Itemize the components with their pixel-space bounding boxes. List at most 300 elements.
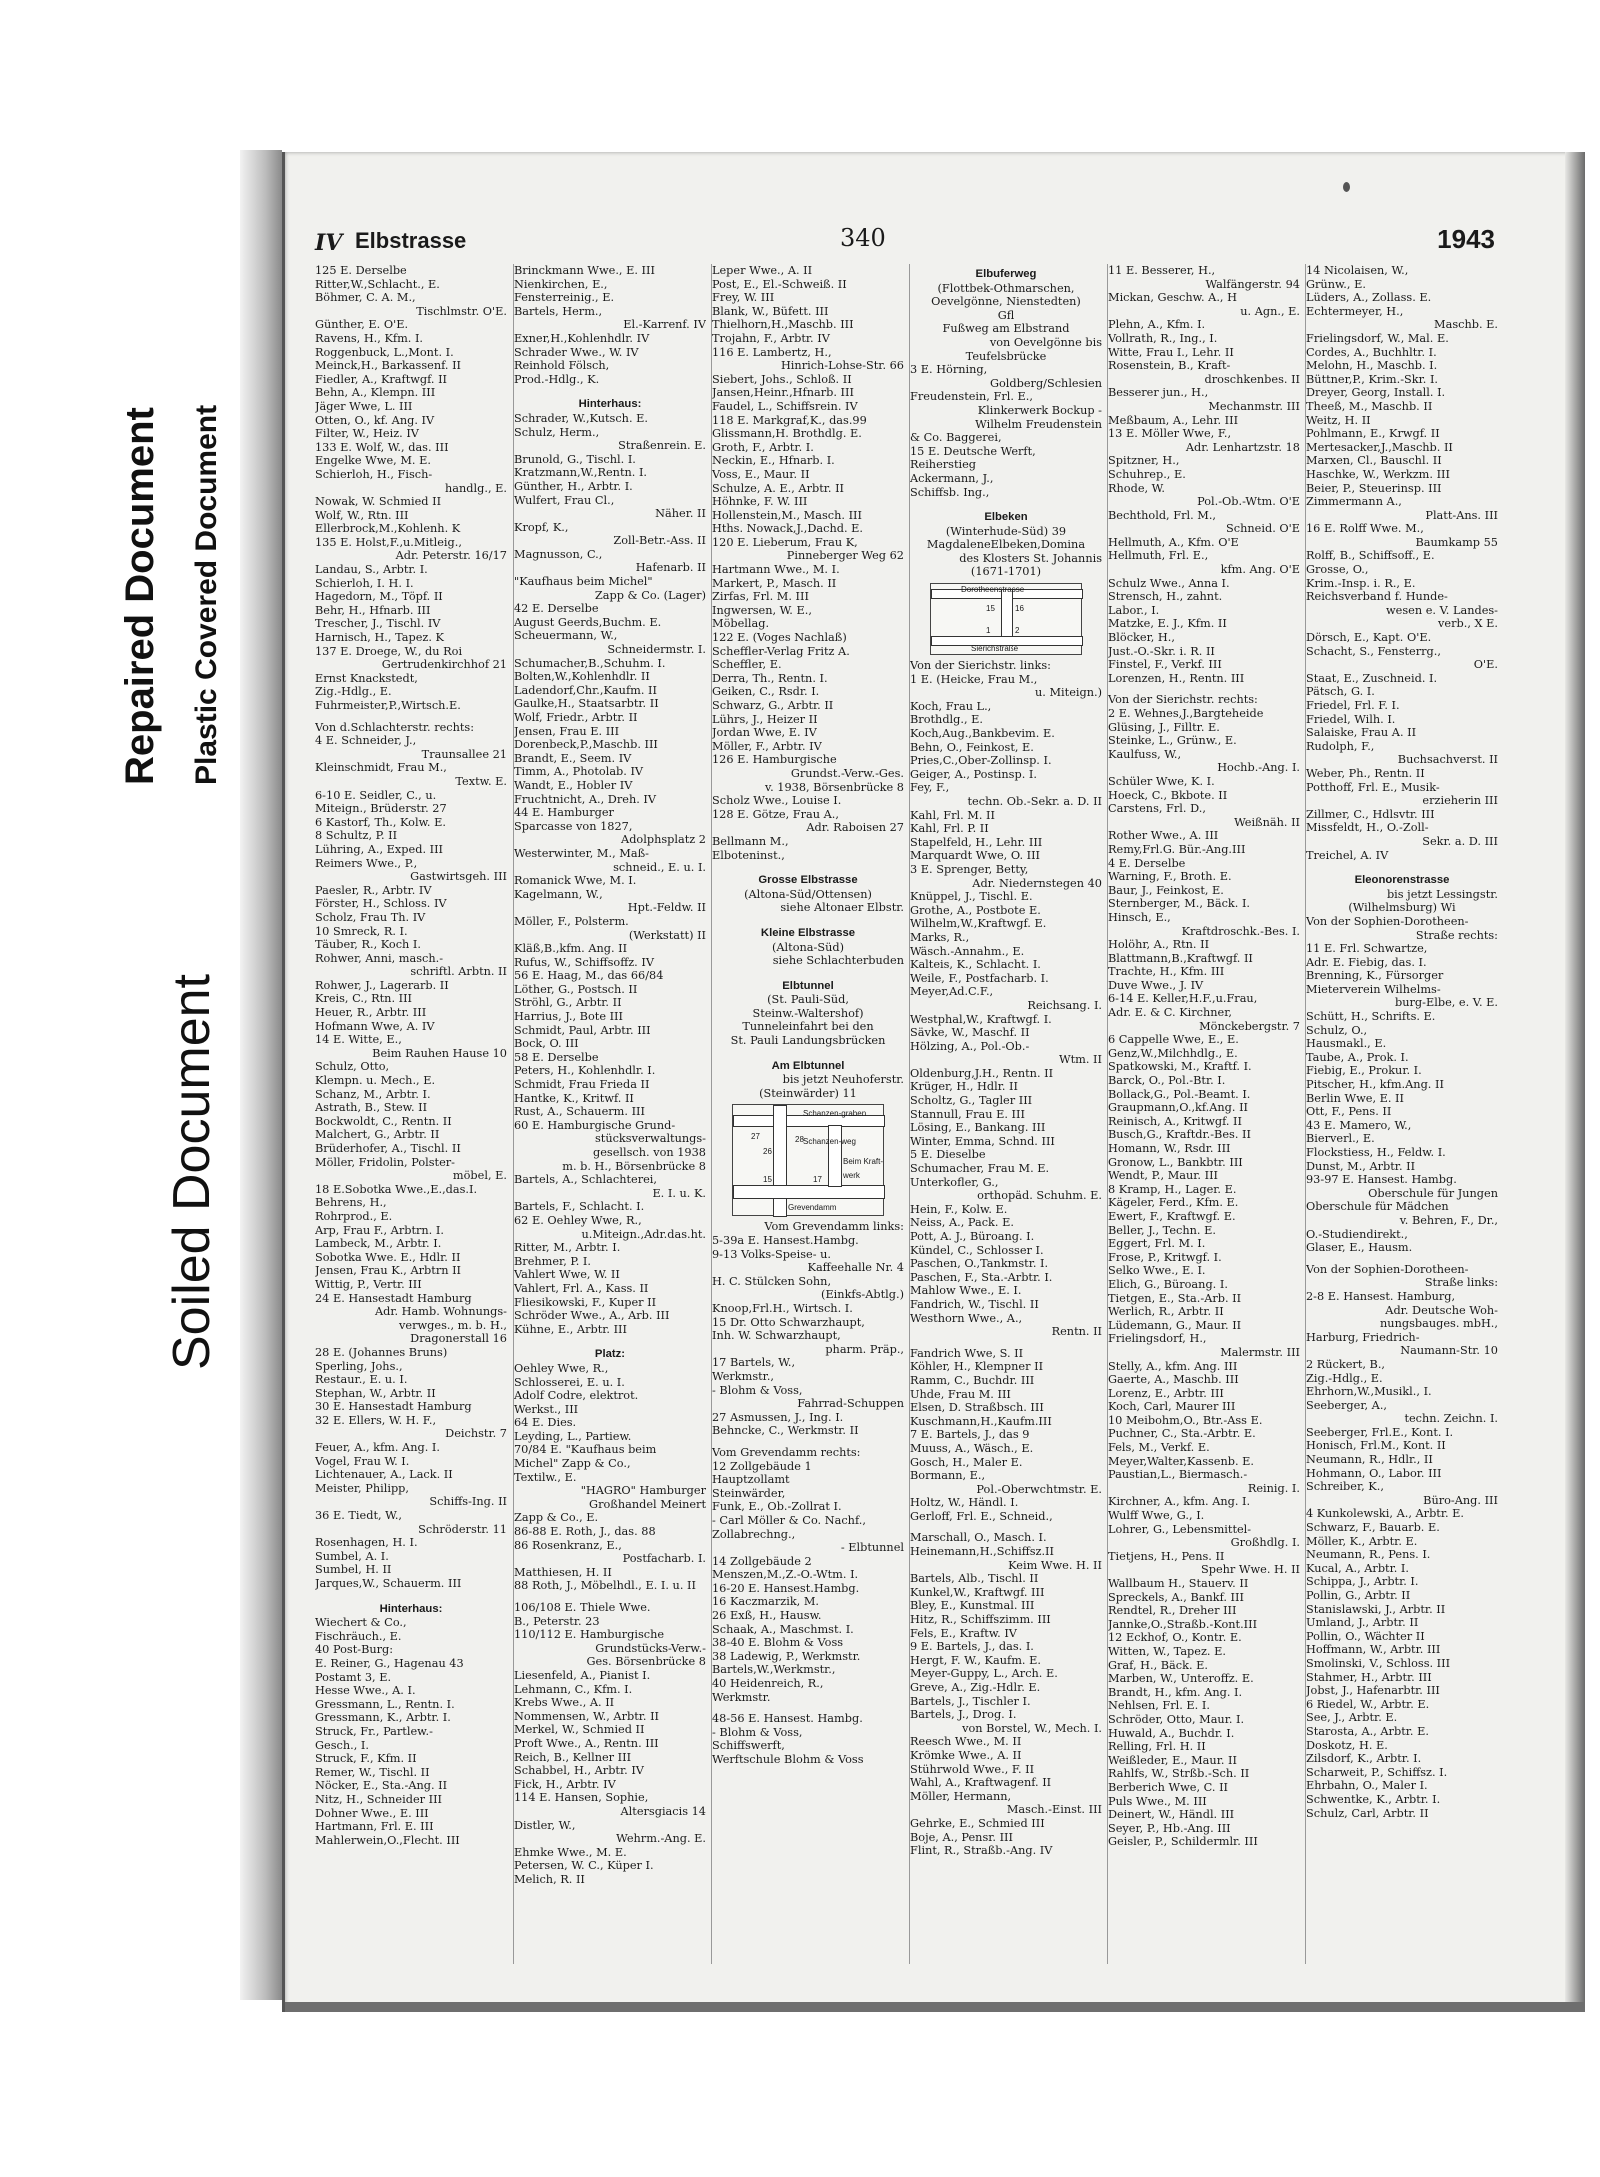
directory-entry: Roggenbuck, L.,Mont. I. bbox=[315, 345, 454, 359]
directory-entry: Reinig. I. bbox=[1247, 1481, 1300, 1495]
directory-entry: Bartels,W.,Werkmstr., bbox=[712, 1663, 836, 1677]
directory-entry: 60 E. Hamburgische Grund- bbox=[514, 1118, 676, 1132]
directory-entry: Puls Wwe., M. III bbox=[1108, 1794, 1207, 1808]
directory-entry: Zoll-Betr.-Ass. II bbox=[613, 534, 706, 548]
directory-entry: Fiedler, A., Kraftwgf. II bbox=[315, 372, 448, 386]
directory-entry: Relling, Frl. H. II bbox=[1108, 1740, 1206, 1754]
directory-entry: Möller, F., Arbtr. IV bbox=[712, 739, 822, 753]
directory-entry: Schreiber, K., bbox=[1306, 1480, 1384, 1494]
directory-entry: "HAGRO" Hamburger bbox=[580, 1484, 706, 1498]
directory-entry: Geiken, C., Rsdr. I. bbox=[712, 685, 820, 699]
directory-entry: Glüsing, J., Filltr. E. bbox=[1108, 720, 1220, 734]
directory-entry: 27 Asmussen, J., Ing. I. bbox=[712, 1410, 844, 1424]
directory-entry: Deinert, W., Händl. III bbox=[1108, 1808, 1235, 1822]
directory-entry: Eggert, Frl. M. I. bbox=[1108, 1237, 1206, 1251]
directory-entry: Nöcker, E., Sta.-Ang. II bbox=[315, 1779, 448, 1793]
directory-entry: Böhmer, C. A. M., bbox=[315, 291, 416, 305]
directory-entry: Frey, W. III bbox=[712, 291, 775, 305]
directory-entry: Dragonerstall 16 bbox=[410, 1332, 507, 1346]
directory-entry: Hellmuth, Frl. E., bbox=[1108, 549, 1209, 563]
directory-entry: Zig.-Hdlg., E. bbox=[315, 685, 392, 699]
directory-entry: 6 Cappelle Wwe, E., E. bbox=[1108, 1033, 1239, 1047]
directory-entry: Straße rechts: bbox=[1415, 928, 1498, 942]
directory-entry: Sobotka Wwe. E., Hdlr. II bbox=[315, 1250, 461, 1264]
directory-entry: Rust, A., Schauerm. III bbox=[514, 1105, 645, 1119]
directory-entry: Harburg, Friedrich- bbox=[1306, 1330, 1420, 1344]
directory-entry: Hartmann Wwe., M. I. bbox=[712, 563, 840, 577]
directory-entry: 32 E. Ellers, W. H. F., bbox=[315, 1413, 437, 1427]
directory-entry: Greve, A., Zig.-Hdlr. E. bbox=[910, 1681, 1041, 1694]
map-label: Schanzen-graben bbox=[803, 1109, 867, 1119]
directory-entry: Postamt 3, E. bbox=[315, 1670, 392, 1684]
directory-entry: El.-Karrenf. IV bbox=[623, 318, 706, 332]
directory-entry: Oberschule für Jungen bbox=[1368, 1186, 1498, 1200]
directory-entry: Kahl, Frl. P. II bbox=[910, 822, 989, 836]
directory-entry: Bley, E., Kunstmal. III bbox=[910, 1599, 1035, 1613]
directory-entry: Selko Wwe., E. I. bbox=[1108, 1264, 1206, 1278]
directory-entry: Hths. Nowack,J.,Dachd. E. bbox=[712, 522, 863, 536]
directory-entry: Ladendorf,Chr.,Kaufm. II bbox=[514, 683, 657, 697]
directory-entry: Adr. Niedernstegen 40 bbox=[972, 876, 1102, 890]
directory-entry: Kägeler, Ferd., Kfm. E. bbox=[1108, 1196, 1239, 1210]
directory-entry: Deichstr. 7 bbox=[445, 1427, 507, 1441]
directory-entry: 88 Roth, J., Möbelhdl., E. I. u. II bbox=[514, 1579, 696, 1593]
directory-entry: Kläß,B.,kfm. Ang. II bbox=[514, 942, 628, 956]
directory-entry: Landau, S., Arbtr. I. bbox=[315, 563, 428, 577]
year-label: 1943 bbox=[1437, 224, 1495, 254]
directory-entry: Liesenfeld, A., Pianist I. bbox=[514, 1668, 651, 1682]
directory-entry: Ramm, C., Buchdr. III bbox=[910, 1373, 1035, 1387]
directory-entry: Scheuermann, W., bbox=[514, 629, 618, 643]
directory-entry: Lorenzen, H., Rentn. III bbox=[1108, 671, 1245, 685]
directory-entry: Blöcker, H., bbox=[1108, 631, 1175, 645]
directory-entry: Adr. Raboisen 27 bbox=[806, 821, 904, 835]
directory-entry: Knoop,Frl.H., Wirtsch. I. bbox=[712, 1302, 853, 1315]
directory-entry: Bollack,G., Pol.-Beamt. I. bbox=[1108, 1087, 1251, 1101]
directory-entry: Naumann-Str. 10 bbox=[1400, 1344, 1498, 1358]
directory-entry: Fey, F., bbox=[910, 781, 950, 795]
directory-entry: Astrath, B., Stew. II bbox=[315, 1101, 428, 1115]
directory-entry: v. 1938, Börsenbrücke 8 bbox=[765, 780, 904, 794]
directory-entry: Remy,Frl.G. Bür.-Ang.III bbox=[1108, 842, 1246, 856]
directory-entry: Puchner, C., Sta.-Arbtr. E. bbox=[1108, 1427, 1256, 1441]
directory-entry: B., Peterstr. 23 bbox=[514, 1614, 600, 1628]
directory-entry: Frielingsdorf, W., Mal. E. bbox=[1306, 331, 1449, 345]
directory-entry: Paschen, F., Sta.-Arbtr. I. bbox=[910, 1270, 1053, 1284]
directory-entry: Schrader, W.,Kutsch. E. bbox=[514, 411, 648, 425]
directory-entry: Sekr. a. D. III bbox=[1422, 834, 1498, 848]
directory-entry: Wendt, P., Maur. III bbox=[1108, 1169, 1218, 1183]
street-note: St. Pauli Landungsbrücken bbox=[730, 1034, 886, 1048]
directory-entry: 5 E. Dieselbe bbox=[910, 1148, 986, 1162]
directory-entry: Schanz, M., Arbtr. I. bbox=[315, 1087, 431, 1101]
directory-entry: Pohlmann, E., Krwgf. II bbox=[1306, 427, 1440, 441]
directory-entry: Harrius, J., Bote III bbox=[514, 1010, 623, 1024]
directory-entry: Wallbaum H., Stauerv. II bbox=[1108, 1577, 1249, 1590]
directory-entry: Bartels, J., Drog. I. bbox=[910, 1708, 1017, 1722]
directory-entry: Gosch, H., Maler E. bbox=[910, 1455, 1023, 1469]
directory-entry: Straßenrein. E. bbox=[618, 439, 706, 453]
directory-entry: u.Miteign.,Adr.das.ht. bbox=[581, 1227, 706, 1241]
directory-entry: Ingwersen, W. E., bbox=[712, 603, 812, 617]
directory-entry: Steinwärder, bbox=[712, 1486, 786, 1500]
repaired-document-stamp: Repaired Document bbox=[118, 407, 162, 785]
directory-entry: 120 E. Lieberum, Frau K, bbox=[712, 535, 858, 549]
directory-entry: Echtermeyer, H., bbox=[1306, 304, 1404, 318]
directory-entry: Von d.Schlachterstr. rechts: bbox=[315, 720, 475, 734]
entry-gap bbox=[712, 968, 904, 976]
directory-entry: Hoeck, C., Bkbote. II bbox=[1108, 788, 1228, 802]
directory-entry: Spreckels, A., Bankf. III bbox=[1108, 1590, 1244, 1604]
directory-entry: Lichtenauer, A., Lack. II bbox=[315, 1468, 453, 1482]
directory-entry: Freudenstein, Frl. E., bbox=[910, 390, 1033, 404]
directory-entry: Matthiesen, H. II bbox=[514, 1565, 612, 1579]
directory-entry: Kahl, Frl. M. II bbox=[910, 808, 995, 822]
directory-entry: Blattmann,B.,Kraftwgf. II bbox=[1108, 951, 1253, 965]
directory-entry: Meyer,Walter,Kassenb. E. bbox=[1108, 1454, 1255, 1468]
directory-entry: Malchert, G., Arbtr. II bbox=[315, 1128, 440, 1142]
directory-entry: Reesch Wwe., M. II bbox=[910, 1735, 1022, 1749]
directory-entry: Klinkerwerk Bockup - bbox=[977, 403, 1102, 417]
directory-entry: Geiger, A., Postinsp. I. bbox=[910, 767, 1037, 781]
directory-entry: Spehr Wwe. H. II bbox=[1200, 1563, 1300, 1577]
directory-entry: Hinsch, E., bbox=[1108, 910, 1171, 924]
directory-entry: Hollenstein,M., Masch. III bbox=[712, 508, 862, 522]
directory-entry: Vahlert Wwe, W. II bbox=[514, 1268, 620, 1282]
directory-entry: Theeß, M., Maschb. II bbox=[1306, 399, 1433, 413]
directory-entry: 137 E. Droege, W., du Roi bbox=[315, 644, 463, 658]
ink-spot bbox=[1343, 182, 1350, 192]
directory-entry: 14 E. Witte, E., bbox=[315, 1033, 402, 1047]
directory-entry: schriftl. Arbtn. II bbox=[410, 965, 507, 979]
directory-entry: Derra, Th., Rentn. I. bbox=[712, 671, 828, 685]
directory-entry: Schütt, H., Schrifts. E. bbox=[1306, 1010, 1436, 1024]
directory-entry: Meister, Philipp, bbox=[315, 1481, 409, 1495]
directory-entry: Mönckebergstr. 7 bbox=[1199, 1019, 1300, 1033]
map-label: 16 bbox=[1015, 604, 1024, 614]
directory-entry: Stahmer, H., Arbtr. III bbox=[1306, 1670, 1432, 1684]
directory-entry: Reinisch, A., Kritwgf. II bbox=[1108, 1114, 1242, 1128]
directory-entry: m. b. H., Börsenbrücke 8 bbox=[562, 1159, 706, 1173]
directory-entry: Proft Wwe., A., Rentn. III bbox=[514, 1736, 659, 1750]
directory-entry: Thielhorn,H.,Maschb. III bbox=[712, 318, 854, 332]
directory-entry: Reichsang. I. bbox=[1027, 998, 1102, 1012]
directory-entry: Kraftdroschk.-Bes. I. bbox=[1181, 924, 1300, 938]
directory-entry: Oehley Wwe, R., bbox=[514, 1361, 609, 1375]
directory-entry: Krebs Wwe., A. II bbox=[514, 1696, 615, 1710]
directory-entry: Rosenstein, B., Kraft- bbox=[1108, 359, 1231, 373]
directory-entry: Lambeck, M., Arbtr. I. bbox=[315, 1237, 442, 1251]
directory-entry: Remer, W., Tischl. II bbox=[315, 1765, 430, 1779]
directory-entry: Fels, E., Kraftw. IV bbox=[910, 1626, 1017, 1640]
directory-entry: Ott, F., Pens. II bbox=[1306, 1105, 1392, 1119]
directory-entry: Meyer,Ad.C.F., bbox=[910, 985, 994, 999]
directory-entry: Zilsdorf, K., Arbtr. I. bbox=[1306, 1752, 1422, 1766]
directory-entry: Graf, H., Bäck. E. bbox=[1108, 1658, 1208, 1672]
directory-entry: Nehlsen, Frl. E. I. bbox=[1108, 1699, 1210, 1713]
street-section-heading: Elbeken bbox=[984, 511, 1028, 524]
directory-entry: Keim Wwe. H. II bbox=[1008, 1558, 1102, 1572]
directory-entry: Pott, A. J., Büroang. I. bbox=[910, 1230, 1035, 1243]
directory-entry: Fliesikowski, F., Kuper II bbox=[514, 1295, 657, 1309]
directory-entry: Adolphsplatz 2 bbox=[621, 833, 706, 847]
map-label: Dorotheenstrasse bbox=[961, 585, 1025, 595]
entry-gap bbox=[910, 1339, 1102, 1347]
directory-entry: Baur, J., Feinkost, E. bbox=[1108, 883, 1224, 897]
directory-entry: Pol.-Oberwchtmstr. E. bbox=[976, 1482, 1102, 1496]
directory-entry: 40 Post-Burg: bbox=[315, 1643, 394, 1657]
entry-gap bbox=[910, 499, 1102, 507]
map-road bbox=[733, 1185, 885, 1199]
directory-entry: Gronow, L., Bankbtr. III bbox=[1108, 1155, 1243, 1169]
page-edge bbox=[1565, 152, 1585, 2012]
directory-entry: Scholtz, G., Tagler III bbox=[910, 1094, 1033, 1108]
directory-entry: 14 Nicolaisen, W., bbox=[1306, 264, 1409, 277]
directory-entry: Kucal, A., Arbtr. I. bbox=[1306, 1561, 1409, 1575]
directory-entry: Salaiske, Frau A. II bbox=[1306, 726, 1417, 740]
directory-entry: Textw. E. bbox=[455, 774, 507, 788]
directory-entry: Pitscher, H., kfm.Ang. II bbox=[1306, 1078, 1444, 1092]
directory-entry: Kunkel,W., Kraftwgf. III bbox=[910, 1585, 1045, 1599]
directory-entry: 1 E. (Heicke, Frau M., bbox=[910, 672, 1038, 686]
directory-entry: Zapp & Co. (Lager) bbox=[594, 588, 706, 602]
page-header bbox=[315, 222, 1495, 262]
directory-entry: Malermstr. III bbox=[1220, 1345, 1300, 1359]
directory-entry: Ritter,W.,Schlacht., E. bbox=[315, 277, 440, 291]
street-note: des Klosters St. Johannis bbox=[959, 551, 1102, 565]
directory-entry: Weitz, H. II bbox=[1306, 413, 1371, 427]
directory-entry: 86-88 E. Roth, J., das. 88 bbox=[514, 1525, 656, 1539]
directory-entry: Kratzmann,W.,Rentn. I. bbox=[514, 466, 647, 480]
directory-entry: 56 E. Haag, M., das 66/84 bbox=[514, 969, 664, 983]
directory-entry: Rudolph, F., bbox=[1306, 739, 1375, 753]
directory-entry: 114 E. Hansen, Sophie, bbox=[514, 1791, 649, 1805]
directory-entry: 12 Eckhof, O., Kontr. E. bbox=[1108, 1631, 1242, 1645]
directory-entry: Großhandel Meinert bbox=[589, 1497, 706, 1511]
directory-entry: Baumkamp 55 bbox=[1415, 535, 1498, 549]
directory-entry: Petersen, W. C., Küper I. bbox=[514, 1859, 654, 1873]
directory-entry: Hinrich-Lohse-Str. 66 bbox=[780, 359, 904, 373]
directory-entry: Beller, J., Techn. E. bbox=[1108, 1223, 1216, 1237]
street-section-heading: Grosse Elbstrasse bbox=[758, 874, 858, 887]
map-label: 2 bbox=[1015, 626, 1020, 636]
directory-entry: Behrens, H., bbox=[315, 1196, 387, 1210]
entry-gap bbox=[712, 1704, 904, 1712]
directory-entry: Behr, H., Hfnarb. III bbox=[315, 603, 431, 617]
directory-entry: Kalteis, K., Schlacht. I. bbox=[910, 958, 1041, 972]
directory-entry: Schulze, A. E., Arbtr. II bbox=[712, 481, 845, 495]
directory-entry: wesen e. V. Landes- bbox=[1386, 603, 1498, 617]
directory-entry: Meyer-Guppy, L., Arch. E. bbox=[910, 1667, 1058, 1681]
directory-entry: verb., X E. bbox=[1438, 617, 1498, 631]
directory-entry: stücksverwaltungs- bbox=[594, 1132, 706, 1146]
directory-entry: Möller, Hermann, bbox=[910, 1789, 1012, 1803]
street-note: Tunneleinfahrt bei den bbox=[742, 1020, 874, 1034]
directory-entry: Nommensen, W., Arbtr. II bbox=[514, 1709, 660, 1723]
directory-entry: Werkmstr. bbox=[712, 1690, 771, 1704]
directory-entry: Haschke, W., Werkzm. III bbox=[1306, 467, 1450, 481]
directory-entry: v. Behren, F., Dr., bbox=[1399, 1213, 1498, 1227]
directory-entry: Marquardt Wwe, O. III bbox=[910, 849, 1041, 863]
directory-entry: Wehrm.-Ang. E. bbox=[616, 1832, 706, 1846]
directory-entry: Weißleder, E., Maur. II bbox=[1108, 1753, 1237, 1767]
directory-entry: Schiffs-Ing. II bbox=[429, 1495, 507, 1509]
directory-entry: Schiffsb. Ing., bbox=[910, 485, 990, 499]
directory-entry: Dreyer, Georg, Install. I. bbox=[1306, 386, 1446, 400]
directory-entry: Rohwer, J., Lagerarb. II bbox=[315, 978, 449, 992]
directory-entry: Schlosserei, E. u. I. bbox=[514, 1375, 625, 1389]
directory-entry: Stephan, W., Arbtr. II bbox=[315, 1386, 436, 1400]
column-1 bbox=[315, 264, 507, 1964]
directory-entry: Elboteninst., bbox=[712, 848, 785, 862]
directory-entry: Reichsverband f. Hunde- bbox=[1306, 590, 1448, 604]
entry-gap bbox=[514, 386, 706, 394]
directory-entry: Reimers Wwe., P., bbox=[315, 856, 418, 870]
directory-entry: Inh. W. Schwarzhaupt, bbox=[712, 1329, 841, 1343]
directory-entry: Miteign., Brüderstr. 27 bbox=[315, 802, 447, 816]
directory-entry: 8 Kramp, H., Lager. E. bbox=[1108, 1182, 1237, 1196]
directory-entry: Wahl, A., Kraftwagenf. II bbox=[910, 1776, 1052, 1790]
directory-entry: Gressmann, L., Rentn. I. bbox=[315, 1697, 455, 1711]
directory-entry: 116 E. Lambertz, H., bbox=[712, 345, 832, 359]
entry-gap bbox=[712, 862, 904, 870]
directory-entry: Westphal,W., Kraftwgf. I. bbox=[910, 1012, 1052, 1026]
directory-entry: Barck, O., Pol.-Btr. I. bbox=[1108, 1074, 1226, 1088]
directory-entry: 13 E. Möller Wwe, F., bbox=[1108, 427, 1232, 441]
directory-entry: Von der Sierichstr. rechts: bbox=[1108, 693, 1258, 707]
directory-entry: Schulz, Herm., bbox=[514, 425, 600, 439]
directory-entry: Krüger, H., Hdlr. II bbox=[910, 1080, 1018, 1094]
street-note: Gfl bbox=[997, 308, 1015, 322]
directory-entry: 18 E.Sobotka Wwe.,E.,das.I. bbox=[315, 1182, 478, 1196]
directory-entry: Fels, M., Verkf. E. bbox=[1108, 1441, 1210, 1455]
directory-entry: Altersgiacis 14 bbox=[620, 1804, 706, 1818]
directory-entry: Schulz, O., bbox=[1306, 1023, 1368, 1037]
directory-entry: Mertesacker,J.,Maschb. II bbox=[1306, 440, 1453, 454]
directory-entry: Meßbaum, A., Lehr. III bbox=[1108, 413, 1239, 427]
directory-entry: Duve Wwe., J. IV bbox=[1108, 978, 1204, 992]
directory-entry: 15 Dr. Otto Schwarzhaupt, bbox=[712, 1315, 865, 1329]
directory-entry: Timm, A., Photolab. IV bbox=[514, 765, 644, 779]
directory-entry: Goldberg/Schlesien bbox=[989, 376, 1102, 390]
directory-entry: 10 Smreck, R. I. bbox=[315, 924, 408, 938]
directory-entry: Adr. Hamb. Wohnungs- bbox=[374, 1305, 507, 1319]
directory-entry: Von der Sierichstr. links: bbox=[910, 659, 1051, 673]
directory-entry: Trescher, J., Tischl. IV bbox=[315, 617, 441, 631]
directory-entry: Ewert, F., Kraftwgf. E. bbox=[1108, 1209, 1236, 1223]
directory-entry: Koch,Aug.,Bankbevim. E. bbox=[910, 727, 1055, 741]
directory-entry: 133 E. Wolf, W., das. III bbox=[315, 440, 449, 454]
district-number: IV bbox=[315, 230, 343, 256]
directory-entry: Leper Wwe., A. II bbox=[712, 264, 813, 277]
directory-entry: Struck, Fr., Partlew.- bbox=[315, 1724, 433, 1738]
entry-gap bbox=[712, 915, 904, 923]
directory-entry: 5-39a E. Hansest.Hambg. bbox=[712, 1234, 859, 1248]
directory-entry: 44 E. Hamburger bbox=[514, 806, 614, 820]
directory-entry: Vogel, Frau W. I. bbox=[315, 1454, 410, 1468]
directory-entry: Schulz, Otto, bbox=[315, 1060, 390, 1074]
directory-entry: Rufus, W., Schiffsoffz. IV bbox=[514, 955, 654, 969]
directory-entry: Romanick Wwe, M. I. bbox=[514, 874, 637, 888]
directory-entry: Werftschule Blohm & Voss bbox=[712, 1753, 864, 1766]
directory-entry: Möbellag. bbox=[712, 617, 770, 631]
directory-entry: Doskotz, H. E. bbox=[1306, 1738, 1388, 1752]
directory-entry: Labor., I. bbox=[1108, 603, 1160, 617]
directory-entry: Paustian,L., Biermasch.- bbox=[1108, 1468, 1248, 1482]
directory-entry: Warning, F., Broth. E. bbox=[1108, 870, 1232, 884]
directory-entry: H. C. Stülcken Sohn, bbox=[712, 1274, 832, 1288]
directory-entry: Kaffeehalle Nr. 4 bbox=[807, 1261, 904, 1275]
directory-entry: Holtz, W., Händl. I. bbox=[910, 1496, 1019, 1510]
directory-entry: Ehmke Wwe., M. E. bbox=[514, 1845, 627, 1859]
directory-entry: Unterkofler, G., bbox=[910, 1175, 999, 1189]
directory-entry: Wtm. II bbox=[1059, 1053, 1102, 1067]
directory-entry: Schumacher,B.,Schuhm. I. bbox=[514, 656, 666, 670]
directory-entry: 12 Zollgebäude 1 bbox=[712, 1459, 812, 1473]
directory-entry: - Elbtunnel bbox=[840, 1541, 904, 1555]
directory-entry: Ges. Börsenbrücke 8 bbox=[586, 1655, 706, 1669]
directory-entry: 118 E. Markgraf,K., das.99 bbox=[712, 413, 867, 427]
directory-entry: Nienkirchen, E., bbox=[514, 277, 608, 291]
street-note: bis jetzt Lessingstr. bbox=[1386, 887, 1498, 901]
directory-entry: Bock, O. III bbox=[514, 1037, 579, 1051]
directory-entry: Zig.-Hdlg., E. bbox=[1306, 1371, 1383, 1385]
directory-entry: Dörsch, E., Kapt. O'E. bbox=[1306, 631, 1432, 645]
entry-gap bbox=[1108, 685, 1300, 693]
directory-entry: Bechthold, Frl. M., bbox=[1108, 508, 1217, 522]
directory-entry: 2-8 E. Hansest. Hamburg, bbox=[1306, 1289, 1456, 1303]
directory-entry: Jensen, Frau K., Arbtrn II bbox=[315, 1264, 462, 1278]
directory-entry: orthopäd. Schuhm. E. bbox=[977, 1189, 1102, 1203]
directory-entry: Geisler, P., Schildermlr. III bbox=[1108, 1835, 1258, 1849]
directory-entry: Sparcasse von 1827, bbox=[514, 819, 633, 833]
directory-entry: Rendtel, R., Dreher III bbox=[1108, 1604, 1237, 1618]
street-section-heading: Hinterhaus: bbox=[578, 398, 642, 411]
directory-entry: Bartels, Herm., bbox=[514, 304, 603, 318]
directory-entry: Kühne, E., Arbtr. III bbox=[514, 1322, 627, 1336]
directory-entry: Marschall, O., Masch. I. bbox=[910, 1531, 1047, 1545]
directory-entry: Pätsch, G. I. bbox=[1306, 685, 1375, 699]
directory-entry: Brehmer, P. I. bbox=[514, 1254, 591, 1268]
directory-entry: Schwarz, G., Arbtr. II bbox=[712, 699, 834, 712]
directory-entry: Lüders, A., Zollass. E. bbox=[1306, 291, 1432, 305]
directory-entry: Schuhrep., E. bbox=[1108, 467, 1186, 481]
directory-entry: See, J., Arbtr. E. bbox=[1306, 1711, 1398, 1725]
directory-entry: Magnusson, C., bbox=[514, 547, 603, 561]
directory-entry: Behncke, C., Werkmstr. II bbox=[712, 1424, 859, 1438]
directory-entry: Wandt, E., Hobler IV bbox=[514, 778, 633, 792]
directory-entry: Ehrbahn, O., Maler I. bbox=[1306, 1779, 1428, 1793]
column-6 bbox=[1305, 264, 1498, 1964]
street-note: Oevelgönne, Nienstedten) bbox=[931, 295, 1081, 309]
directory-entry: Distler, W., bbox=[514, 1818, 576, 1832]
directory-entry: Scheffler, E. bbox=[712, 658, 782, 672]
directory-entry: 135 E. Holst,F.,u.Mitleig., bbox=[315, 535, 462, 549]
directory-entry: Adr. Deutsche Woh- bbox=[1385, 1303, 1498, 1317]
directory-entry: Flockstiess, H., Feldw. I. bbox=[1306, 1146, 1446, 1159]
directory-entry: Bockwoldt, C., Rentn. II bbox=[315, 1114, 452, 1128]
directory-entry: Brinckmann Wwe., E. III bbox=[514, 264, 655, 277]
directory-entry: Oldenburg,J.H., Rentn. II bbox=[910, 1066, 1054, 1080]
directory-entry: Hafenarb. II bbox=[635, 561, 706, 575]
directory-entry: Wilhelm,W.,Kraftwgf. E. bbox=[910, 917, 1047, 931]
directory-entry: 15 E. Deutsche Werft, bbox=[910, 444, 1036, 458]
directory-entry: 16 Kaczmarzik, M. bbox=[712, 1595, 820, 1609]
directory-entry: pharm. Präp., bbox=[825, 1342, 904, 1356]
directory-entry: Ritter, M., Arbtr. I. bbox=[514, 1241, 621, 1255]
directory-entry: Gaerte, A., Maschb. III bbox=[1108, 1373, 1239, 1387]
directory-entry: Smolinski, V., Schloss. III bbox=[1306, 1656, 1451, 1670]
